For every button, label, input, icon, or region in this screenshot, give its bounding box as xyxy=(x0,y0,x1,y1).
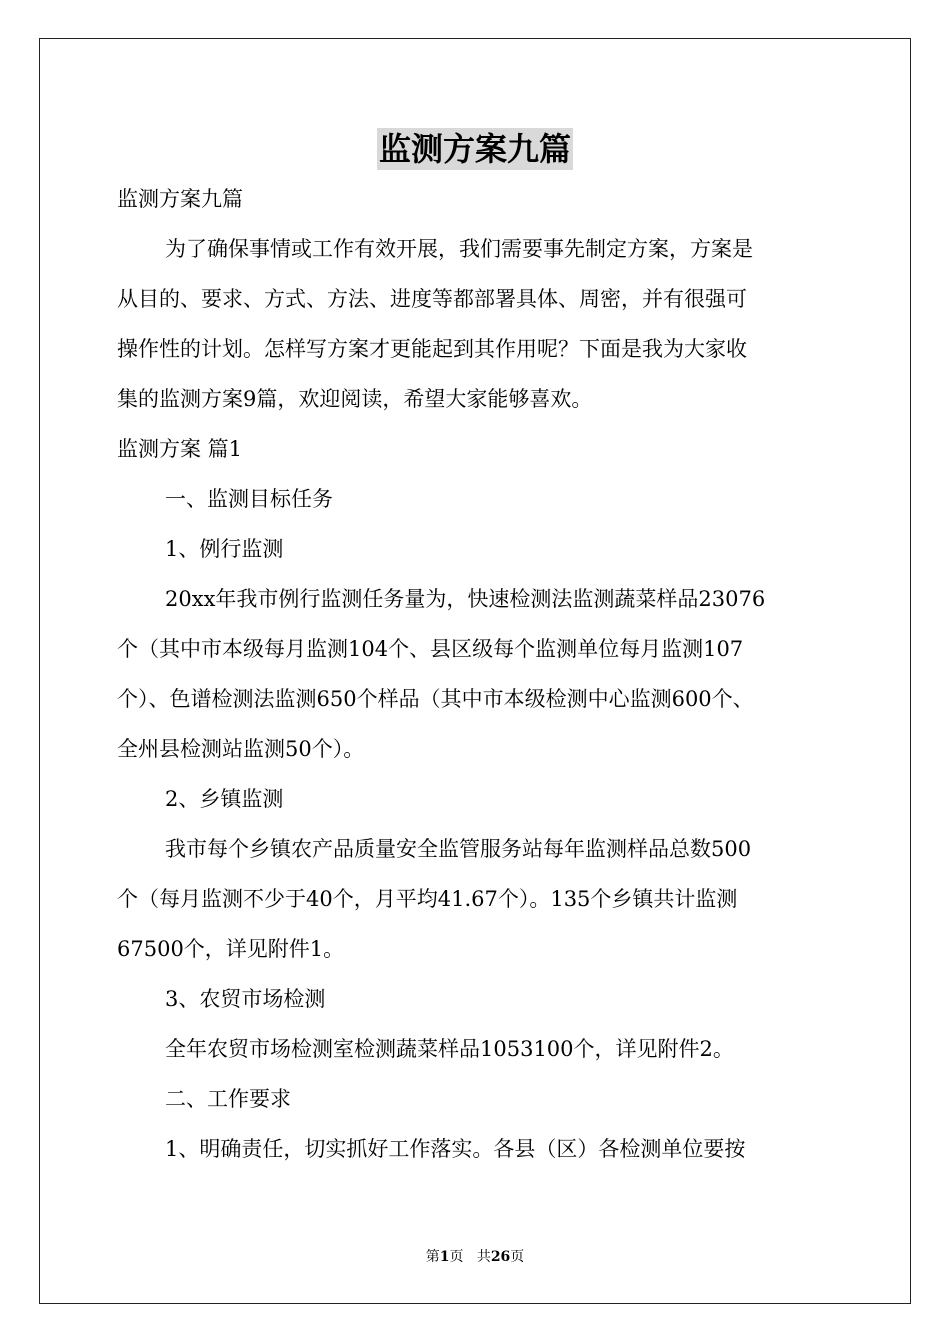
footer-page-suffix: 页 xyxy=(449,1249,464,1265)
body-line: 67500个，详见附件1。 xyxy=(117,937,345,961)
body-line: 1、明确责任，切实抓好工作落实。各县（区）各检测单位要按 xyxy=(165,1137,746,1161)
body-line: 操作性的计划。怎样写方案才更能起到其作用呢？下面是我为大家收 xyxy=(117,337,747,361)
footer-total-pages: 26 xyxy=(490,1249,511,1265)
body-line: 个）、色谱检测法监测650个样品（其中市本级检测中心监测600个、 xyxy=(117,687,754,711)
footer-page-number: 1 xyxy=(439,1249,450,1265)
body-line: 监测方案九篇 xyxy=(117,187,243,211)
body-line: 我市每个乡镇农产品质量安全监管服务站每年监测样品总数500 xyxy=(165,837,752,861)
section-heading: 一、监测目标任务 xyxy=(165,487,333,511)
footer-total-suffix: 页 xyxy=(510,1249,525,1265)
footer-page-prefix: 第 xyxy=(425,1249,440,1265)
subsection-heading: 1、例行监测 xyxy=(165,537,284,561)
subsection-heading: 2、乡镇监测 xyxy=(165,787,284,811)
body-line: 20xx年我市例行监测任务量为，快速检测法监测蔬菜样品23076 xyxy=(165,587,766,611)
section-heading: 监测方案 篇1 xyxy=(117,437,243,461)
body-line: 从目的、要求、方式、方法、进度等都部署具体、周密，并有很强可 xyxy=(117,287,747,311)
document-title-wrap xyxy=(0,128,950,170)
subsection-heading: 3、农贸市场检测 xyxy=(165,987,326,1011)
section-heading: 二、工作要求 xyxy=(165,1087,291,1111)
body-line: 个（其中市本级每月监测104个、县区级每个监测单位每月监测107 xyxy=(117,637,744,661)
body-line: 全州县检测站监测50个）。 xyxy=(117,737,365,761)
page-border xyxy=(39,38,911,1304)
body-line: 为了确保事情或工作有效开展，我们需要事先制定方案，方案是 xyxy=(165,237,753,261)
body-line: 个（每月监测不少于40个，月平均41.67个）。135个乡镇共计监测 xyxy=(117,887,738,911)
document-title: 监测方案九篇 xyxy=(378,130,571,168)
footer-total-prefix: 共 xyxy=(476,1249,491,1265)
body-line: 全年农贸市场检测室检测蔬菜样品1053100个，详见附件2。 xyxy=(165,1037,734,1061)
body-line: 集的监测方案9篇，欢迎阅读，希望大家能够喜欢。 xyxy=(117,387,593,411)
page-footer xyxy=(0,1248,950,1266)
